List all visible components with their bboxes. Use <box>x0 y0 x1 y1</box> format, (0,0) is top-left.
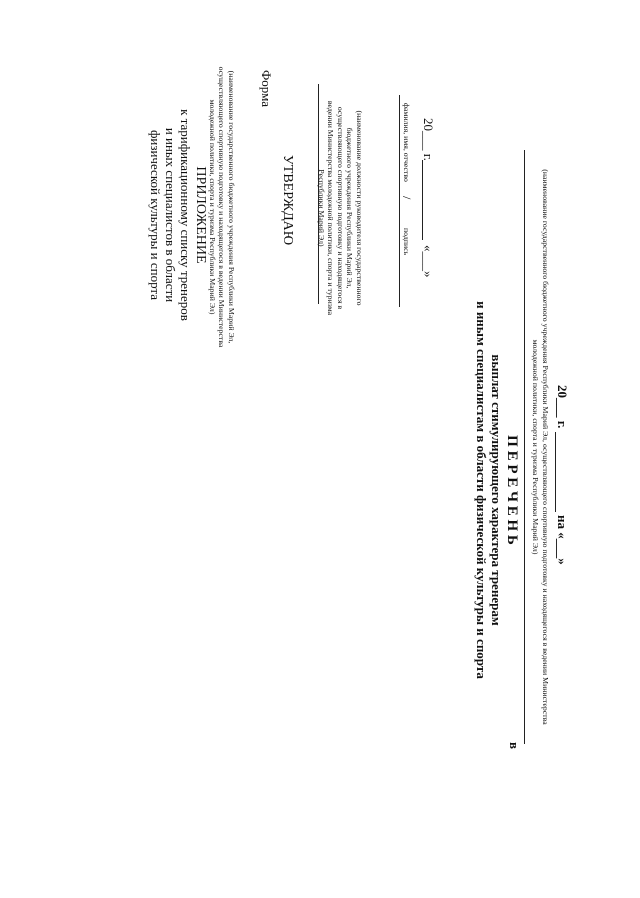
date-line-suffix: 20___ г. <box>555 385 570 429</box>
approval-date-year: 20___ г. <box>421 118 436 161</box>
heading-block <box>474 270 520 710</box>
approval-signature-rule <box>399 95 400 307</box>
institution-caption: (наименование государственного бюджетного учреждения Республики Марий Эл, осуществляющего спортивную подготовку и находящегося в ведении Министерства молодежной политики, спорта и туризма Республики Марий Эл) <box>207 66 236 348</box>
date-line-prefix: на «___» <box>555 515 570 565</box>
signature-caption: подпись <box>402 228 411 256</box>
heading-line-1: выплат стимулирующего характера тренерам <box>489 354 504 626</box>
approval-date-rule <box>422 160 423 240</box>
approval-title: УТВЕРЖДАЮ <box>280 154 295 246</box>
name-caption: фамилия, имя, отчество <box>402 103 411 182</box>
appendix-block <box>148 100 208 330</box>
approval-position-caption: (наименование должности руководителя государственного бюджетного учреждения Республики Марий Эл, осуществляющего спортивную подготовку и находящегося в ведении Министерства молодежной политики, спорта и туризма Республики Марий Эл) <box>316 100 364 316</box>
appendix-line-2: и иных специалистов в области <box>163 127 178 303</box>
institution-caption-2: (наименование государственного бюджетного учреждения Республики Марий Эл, осуществляющего спортивную подготовку и находящегося в ведении Министерства молодежной политики, спорта и туризма Республики Марий Эл) <box>531 169 550 725</box>
appendix-title: ПРИЛОЖЕНИЕ <box>193 166 208 264</box>
date-line-rule <box>555 432 556 512</box>
in-label: в <box>507 742 522 750</box>
heading-title: П Е Р Е Ч Е Н Ь <box>504 435 520 545</box>
approval-slash: / <box>400 196 414 200</box>
heading-line-2: и иным специалистам в области физической культуры и спорта <box>474 301 489 679</box>
institution-rule-2 <box>524 150 525 744</box>
form-label: Форма <box>259 70 274 107</box>
approval-date-prefix: «___» <box>421 245 436 278</box>
appendix-line-1: к тарификационному списку тренеров <box>178 109 193 321</box>
appendix-line-3: физической культуры и спорта <box>148 129 163 301</box>
